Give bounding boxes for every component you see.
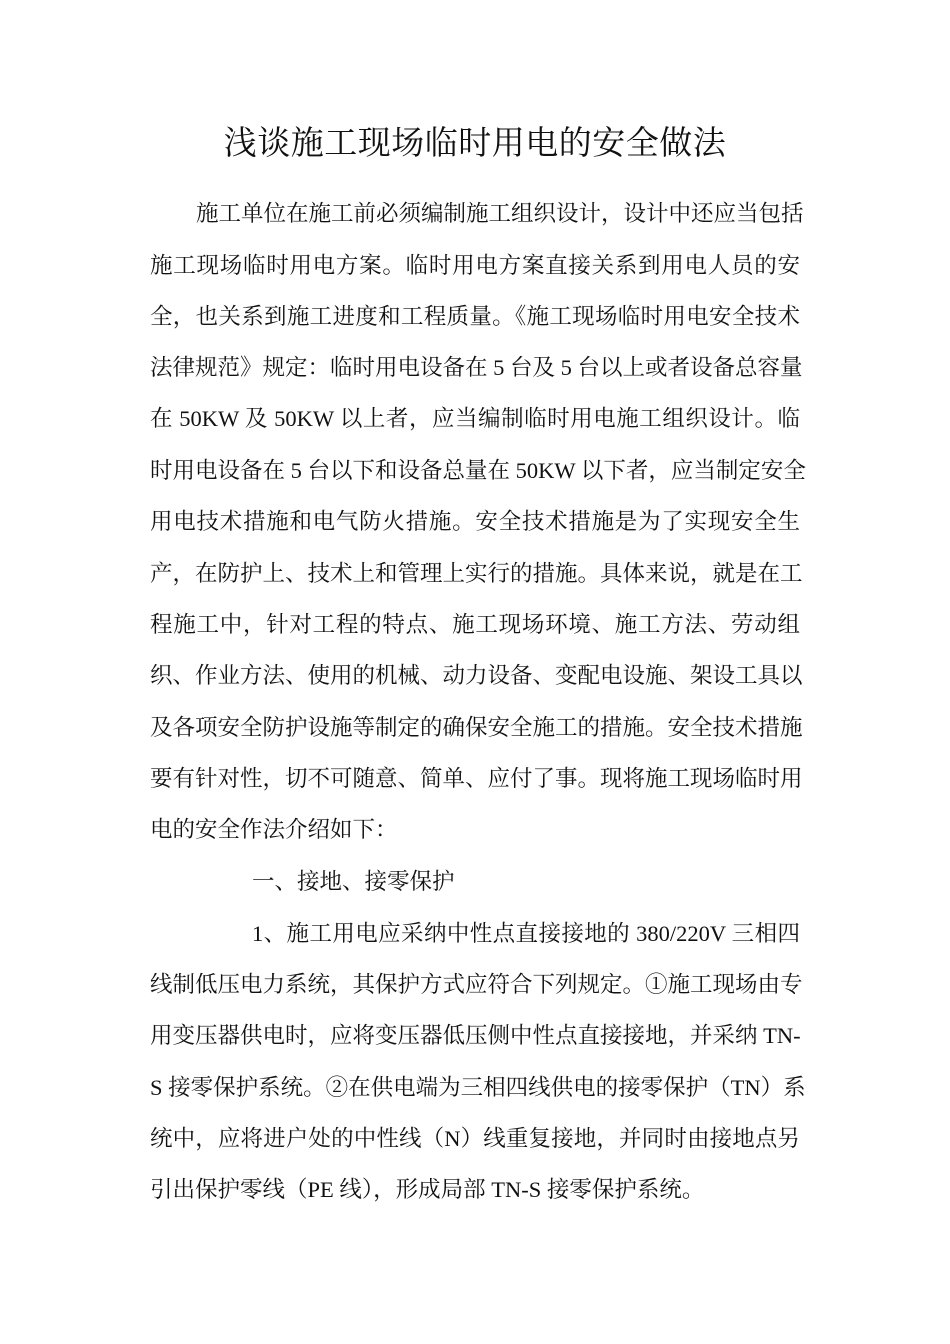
paragraph-line: 电的安全作法介绍如下： [150, 817, 398, 842]
paragraph-line: 线制低压电力系统，其保护方式应符合下列规定。①施工现场由专 [150, 972, 803, 997]
paragraph-line: 引出保护零线（PE 线），形成局部 TN-S 接零保护系统。 [150, 1177, 705, 1202]
paragraph-line: 及各项安全防护设施等制定的确保安全施工的措施。安全技术措施 [150, 715, 803, 740]
paragraph-line: 要有针对性，切不可随意、简单、应付了事。现将施工现场临时用 [150, 766, 803, 791]
section-heading: 一、接地、接零保护 [252, 869, 455, 894]
paragraph-line: 统中，应将进户处的中性线（N）线重复接地，并同时由接地点另 [150, 1126, 800, 1151]
paragraph-line: S 接零保护系统。②在供电端为三相四线供电的接零保护（TN）系 [150, 1075, 806, 1100]
paragraph-line: 用变压器供电时，应将变压器低压侧中性点直接接地，并采纳 TN- [150, 1023, 801, 1048]
paragraph-line: 时用电设备在 5 台以下和设备总量在 50KW 以下者，应当制定安全 [150, 458, 806, 483]
paragraph-line: 用电技术措施和电气防火措施。安全技术措施是为了实现安全生 [150, 509, 800, 534]
paragraph-line: 全，也关系到施工进度和工程质量。《施工现场临时用电安全技术 [150, 304, 800, 329]
paragraph-line: 施工现场临时用电方案。临时用电方案直接关系到用电人员的安 [150, 253, 800, 278]
paragraph-line: 法律规范》规定：临时用电设备在 5 台及 5 台以上或者设备总容量 [150, 355, 803, 380]
paragraph-line: 在 50KW 及 50KW 以上者，应当编制临时用电施工组织设计。临 [150, 406, 800, 431]
paragraph-line: 织、作业方法、使用的机械、动力设备、变配电设施、架设工具以 [150, 663, 803, 688]
paragraph-line: 施工单位在施工前必须编制施工组织设计，设计中还应当包括 [196, 201, 804, 226]
document-title: 浅谈施工现场临时用电的安全做法 [223, 126, 727, 162]
paragraph-line: 1、施工用电应采纳中性点直接接地的 380/220V 三相四 [252, 921, 800, 946]
paragraph-line: 程施工中，针对工程的特点、施工现场环境、施工方法、劳动组 [150, 612, 800, 637]
paragraph-line: 产，在防护上、技术上和管理上实行的措施。具体来说，就是在工 [150, 561, 803, 586]
